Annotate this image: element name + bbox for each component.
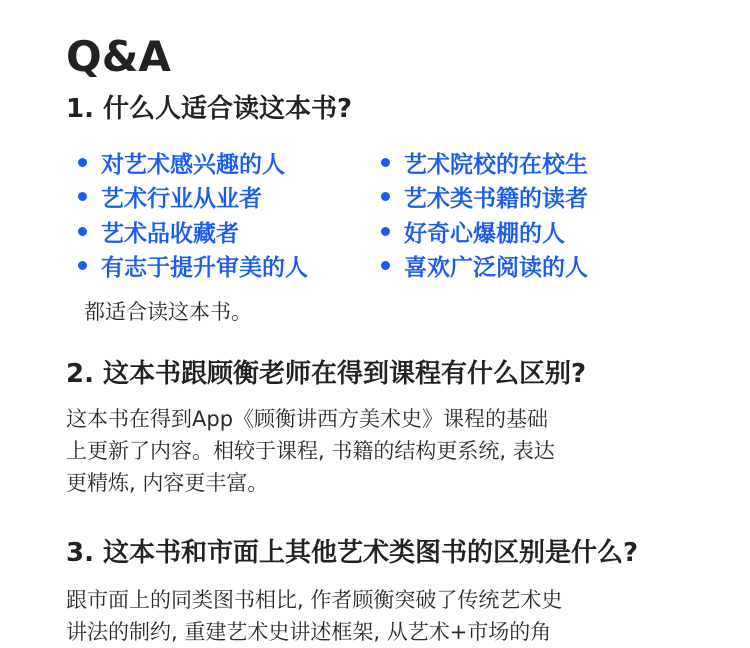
list-item <box>78 249 381 284</box>
question-1-note: 都适合读这本书。 <box>84 300 252 324</box>
answer-line: 这本书在得到App《顾衡讲西方美术史》课程的基础 <box>66 407 549 431</box>
list-item <box>381 180 658 215</box>
bullet-dot-icon <box>381 158 390 167</box>
bullet-dot-icon <box>78 227 87 236</box>
list-item-label: 艺术行业从业者 <box>101 186 262 213</box>
list-item-label: 有志于提升审美的人 <box>101 255 308 282</box>
list-item <box>381 145 658 180</box>
bullet-dot-icon <box>78 261 87 270</box>
list-item-label: 艺术院校的在校生 <box>404 151 588 178</box>
list-item-label: 艺术品收藏者 <box>101 220 239 247</box>
answer-line: 跟市面上的同类图书相比, 作者顾衡突破了传统艺术史 <box>66 588 563 612</box>
question-2-answer <box>66 403 686 499</box>
list-item-label: 喜欢广泛阅读的人 <box>404 255 588 282</box>
list-item <box>78 214 381 249</box>
list-item <box>381 249 658 284</box>
audience-list <box>78 145 658 283</box>
bullet-dot-icon <box>381 227 390 236</box>
bullet-dot-icon <box>78 158 87 167</box>
question-3-answer <box>66 584 686 648</box>
list-item-label: 好奇心爆棚的人 <box>404 220 565 247</box>
question-1-heading: 1. 什么人适合读这本书? <box>66 94 353 124</box>
page-title: Q&A <box>66 32 171 81</box>
question-2-heading: 2. 这本书跟顾衡老师在得到课程有什么区别? <box>66 359 587 389</box>
bullet-dot-icon <box>381 261 390 270</box>
list-item <box>78 145 381 180</box>
list-item <box>381 214 658 249</box>
bullet-dot-icon <box>78 192 87 201</box>
list-item-label: 艺术类书籍的读者 <box>404 186 588 213</box>
list-item <box>78 180 381 215</box>
answer-line: 讲法的制约, 重建艺术史讲述框架, 从艺术+市场的角 <box>66 620 552 644</box>
bullet-dot-icon <box>381 192 390 201</box>
list-item-label: 对艺术感兴趣的人 <box>101 151 285 178</box>
answer-line: 上更新了内容。相较于课程, 书籍的结构更系统, 表达 <box>66 439 555 463</box>
answer-line: 更精炼, 内容更丰富。 <box>66 471 269 495</box>
question-3-heading: 3. 这本书和市面上其他艺术类图书的区别是什么? <box>66 538 639 568</box>
